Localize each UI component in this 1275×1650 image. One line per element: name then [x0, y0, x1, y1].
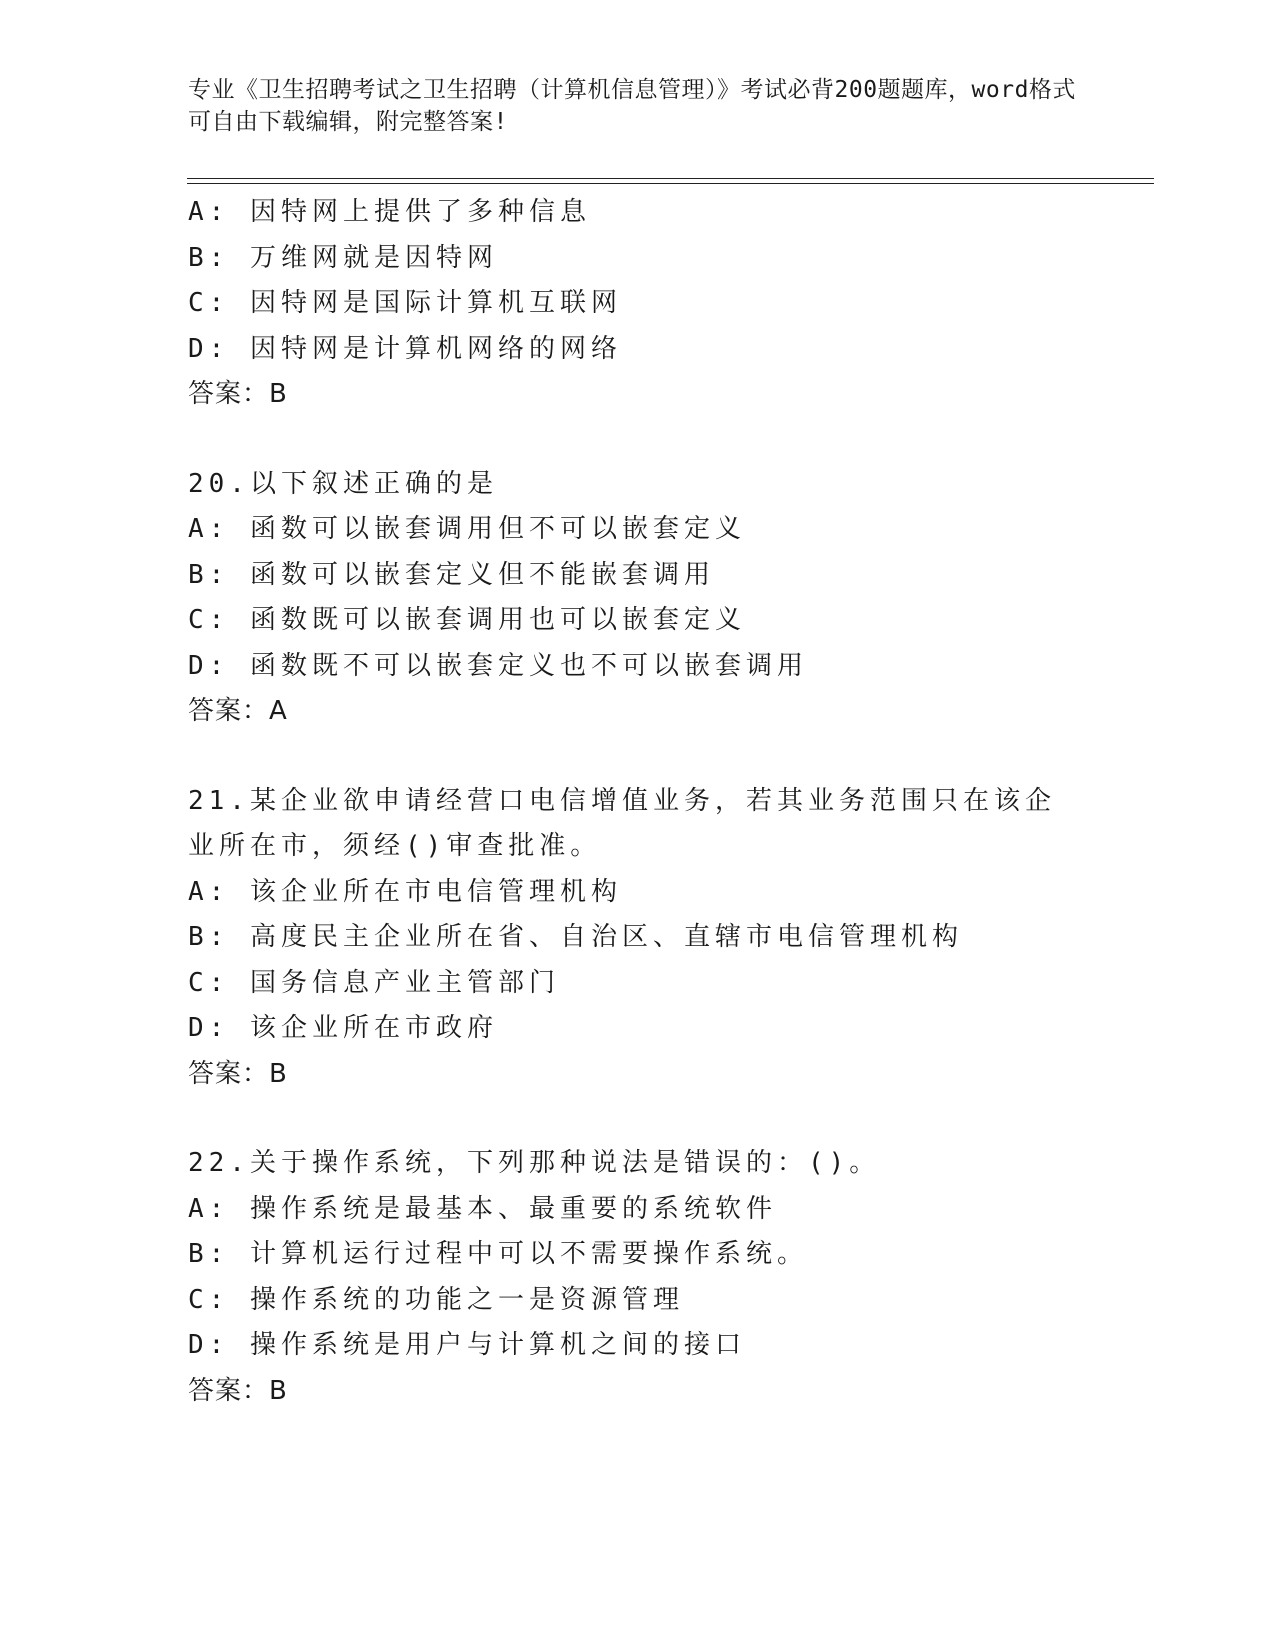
option-d: D: 因特网是计算机网络的网络	[188, 333, 622, 364]
option-b: B: 计算机运行过程中可以不需要操作系统。	[188, 1239, 808, 1269]
option-b: B: 高度民主企业所在省、自治区、直辖市电信管理机构	[188, 922, 963, 952]
question-title: 22.关于操作系统，下列那种说法是错误的：()。	[188, 1148, 881, 1178]
option-d: D: 函数既不可以嵌套定义也不可以嵌套调用	[188, 650, 808, 681]
question-block-19	[188, 190, 1088, 418]
option-b: B: 函数可以嵌套定义但不能嵌套调用	[188, 559, 715, 590]
question-title: 21.某企业欲申请经营口电信增值业务，若其业务范围只在该企业所在市，须经()审查批准。	[188, 785, 1056, 861]
option-c: C: 国务信息产业主管部门	[188, 967, 560, 998]
option-b: B: 万维网就是因特网	[188, 242, 498, 273]
question-block-21	[188, 779, 1088, 1098]
answer-label: 答案：B	[188, 1058, 288, 1089]
question-list	[188, 190, 1088, 1414]
answer-label: 答案：A	[188, 696, 288, 726]
question-block-22	[188, 1141, 1088, 1414]
option-d: D: 该企业所在市政府	[188, 1013, 498, 1043]
document-header: 专业《卫生招聘考试之卫生招聘（计算机信息管理）》考试必背200题题库，word格式可自由下载编辑，附完整答案!	[188, 77, 1076, 135]
option-a: A: 因特网上提供了多种信息	[188, 197, 591, 227]
option-c: C: 操作系统的功能之一是资源管理	[188, 1284, 684, 1315]
option-a: A: 操作系统是最基本、最重要的系统软件	[188, 1193, 777, 1224]
question-block-20	[188, 462, 1088, 735]
answer-label: 答案：B	[188, 1375, 288, 1406]
option-d: D: 操作系统是用户与计算机之间的接口	[188, 1330, 746, 1360]
header-divider-top	[187, 178, 1154, 179]
header-divider-bottom	[187, 183, 1154, 184]
option-a: A: 函数可以嵌套调用但不可以嵌套定义	[188, 514, 746, 544]
option-c: C: 因特网是国际计算机互联网	[188, 288, 622, 318]
question-title: 20.以下叙述正确的是	[188, 468, 498, 499]
option-c: C: 函数既可以嵌套调用也可以嵌套定义	[188, 605, 746, 635]
option-a: A: 该企业所在市电信管理机构	[188, 876, 622, 907]
answer-label: 答案：B	[188, 379, 288, 409]
